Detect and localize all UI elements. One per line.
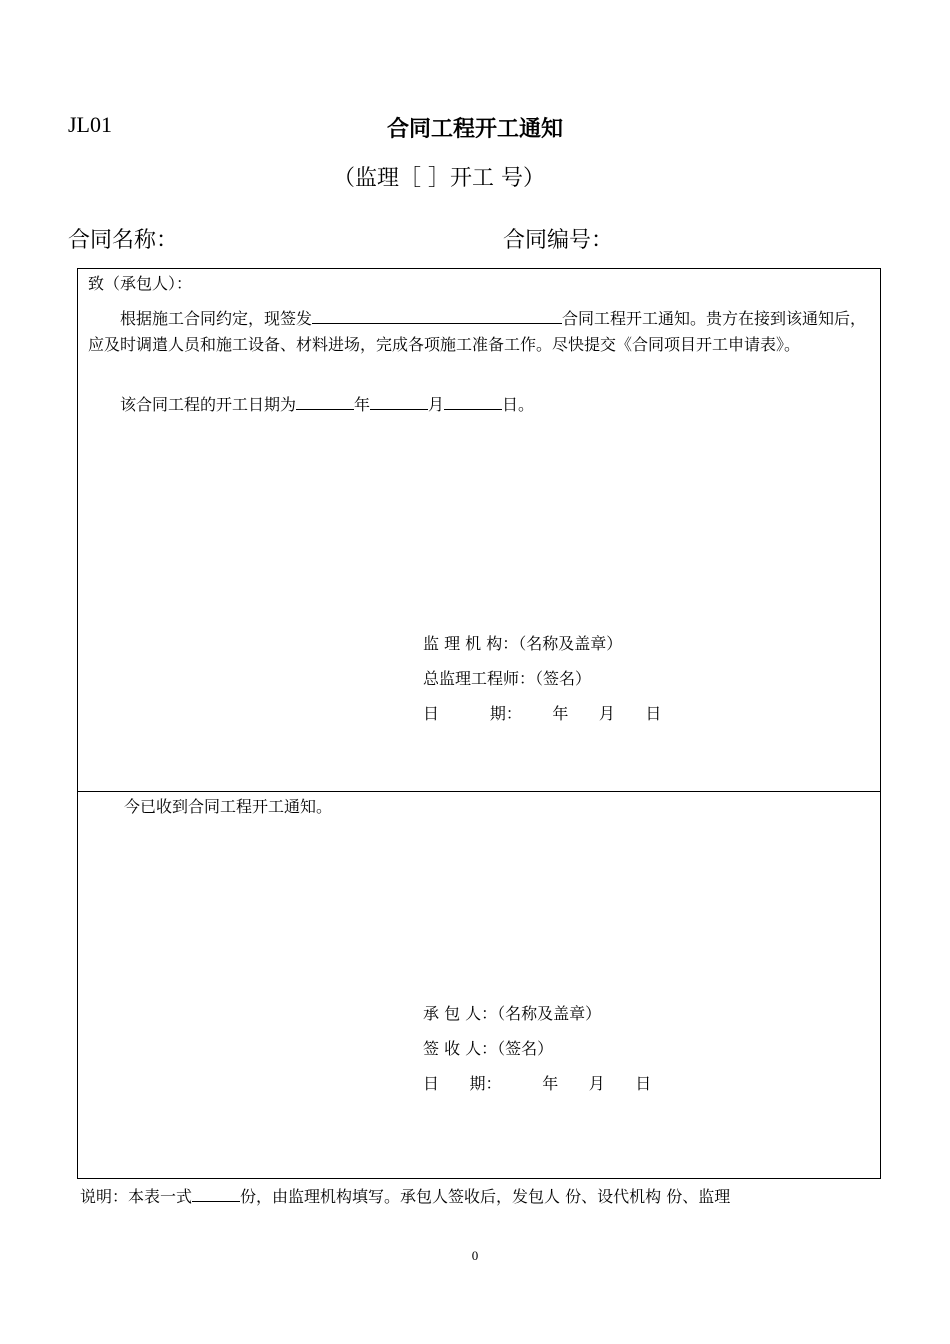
day-blank[interactable]: [444, 391, 502, 410]
month-label: 月: [428, 395, 445, 414]
contract-number-label: 合同编号：: [503, 228, 614, 253]
contract-name-label: 合同名称：: [68, 228, 179, 253]
supervisor-org-signature: 监 理 机 构：（名称及盖章）: [423, 634, 623, 653]
notice-text-a: 根据施工合同约定，现签发: [120, 309, 313, 328]
document-number: （监理［ ］开工 号）: [333, 166, 545, 191]
receipt-date: 日 期： 年 月 日: [423, 1074, 652, 1093]
project-name-blank[interactable]: [312, 305, 562, 324]
page-title: 合同工程开工通知: [386, 116, 563, 142]
footnote-text-a: 说明：本表一式: [80, 1187, 193, 1206]
receipt-text: 今已收到合同工程开工通知。: [124, 797, 333, 816]
recipient-line: 致（承包人）：: [88, 274, 193, 293]
receipt-section: [77, 791, 881, 1179]
notice-date: 日 期： 年 月 日: [423, 704, 662, 723]
notice-paragraph: [88, 305, 873, 358]
notice-section: [77, 268, 881, 792]
start-date-line: [88, 391, 873, 418]
contractor-signature: 承 包 人：（名称及盖章）: [423, 1004, 602, 1023]
year-blank[interactable]: [296, 391, 354, 410]
year-label: 年: [354, 395, 371, 414]
footnote: [80, 1183, 730, 1207]
page-number: 0: [471, 1248, 479, 1263]
month-blank[interactable]: [370, 391, 428, 410]
notice-text-b: 合同工程开工通知。贵方在接到该通知后，应及时调遣人员和施工设备、材料进场，完成各项施工准备工作。尽快提交《合同项目开工申请表》。: [88, 309, 867, 354]
start-date-text: 该合同工程的开工日期为: [120, 395, 297, 414]
copies-blank[interactable]: [192, 1183, 240, 1202]
day-label: 日。: [502, 395, 535, 414]
chief-engineer-signature: 总监理工程师：（签名）: [423, 669, 592, 688]
footnote-text-b: 份，由监理机构填写。承包人签收后，发包人 份、设代机构 份、监理: [240, 1187, 731, 1206]
form-code: JL01: [68, 112, 112, 137]
receiver-signature: 签 收 人：（签名）: [423, 1039, 554, 1058]
